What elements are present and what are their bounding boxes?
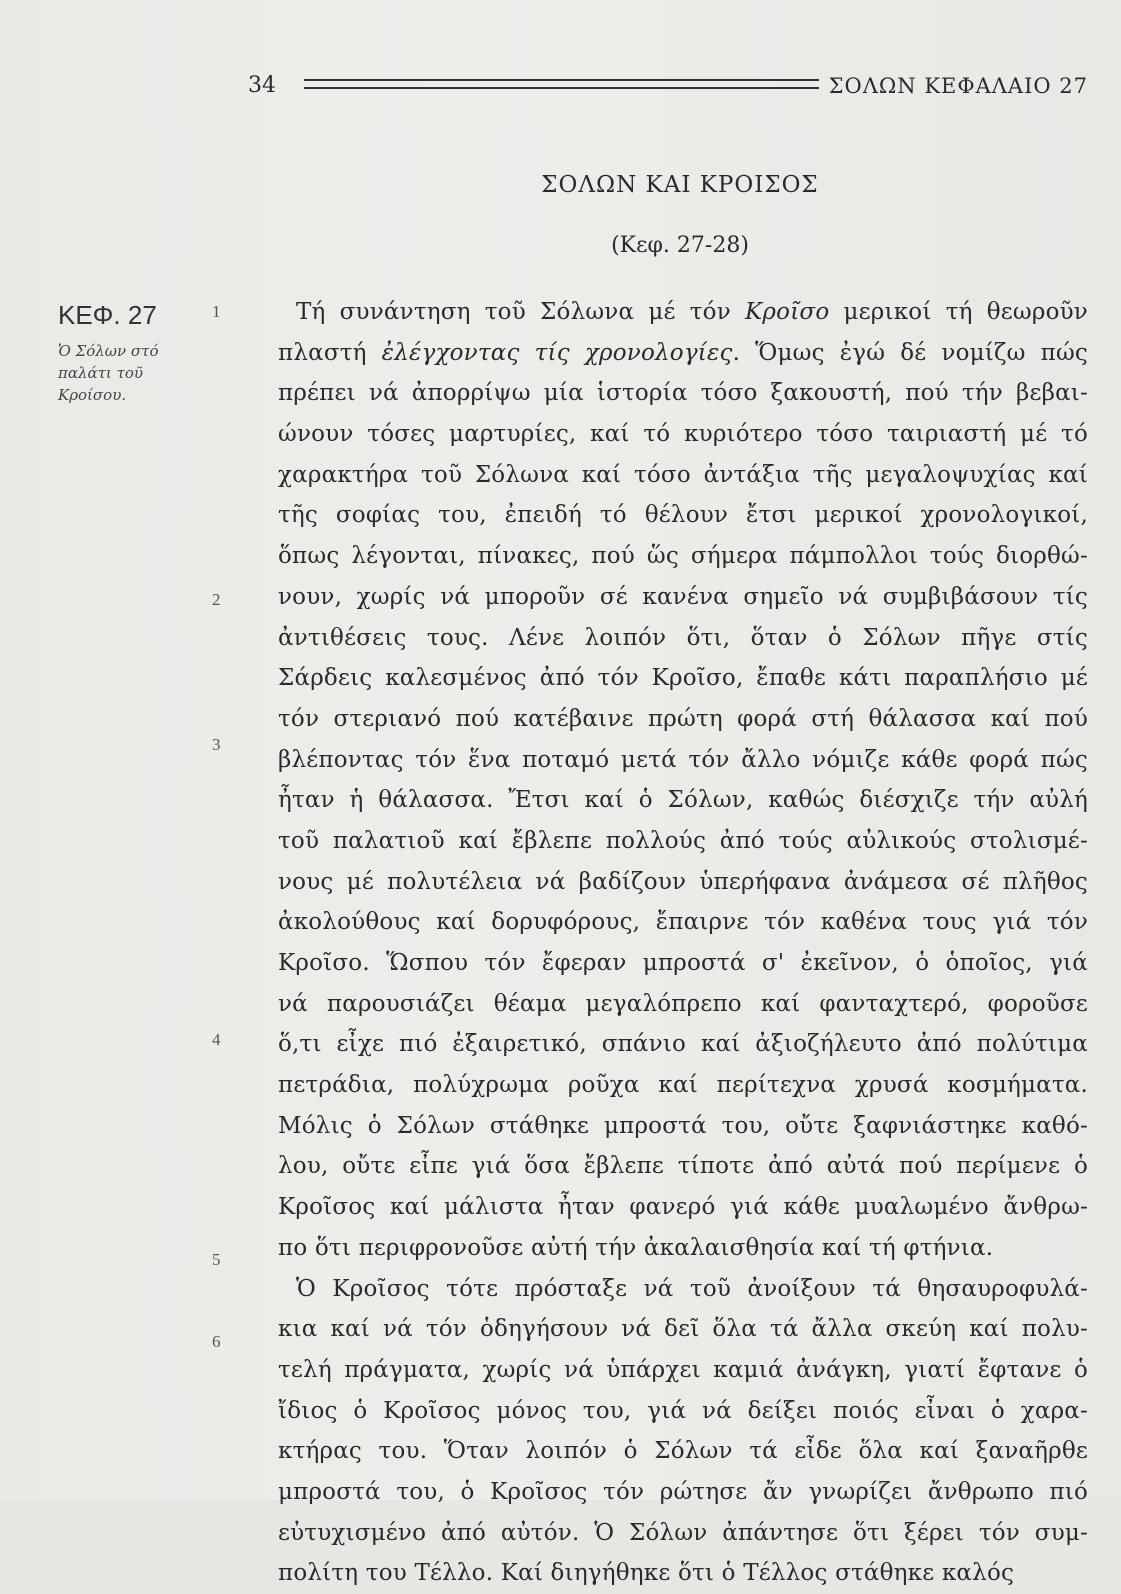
text-run: Ὁ Κροῖσος τότε πρόσταξε νά τοῦ ἀνοίξουν τά θησαυροφυλά- [296,1275,1088,1302]
text-line [278,1024,1088,1065]
text-line [278,495,1088,536]
text-run: νουν, χωρίς νά μποροῦν σέ κανένα σημεῖο νά συμβιβάσουν τίς [278,583,1088,610]
text-line [278,373,1088,414]
text-line [278,821,1088,862]
text-run: Σάρδεις καλεσμένος ἀπό τόν Κροῖσο, ἔπαθε κάτι παραπλήσιο μέ [278,665,1088,692]
chapter-title: ΣΟΛΩΝ ΚΑΙ ΚΡΟΙΣΟΣ [541,172,819,198]
text-run: νά παρουσιάζει θέαμα μεγαλόπρεπο καί φανταχτερό, φοροῦσε [278,990,1088,1017]
text-line [278,333,1088,374]
text-line [278,1309,1088,1350]
text-run: ὅ,τι εἶχε πιό ἐξαιρετικό, σπάνιο καί ἀξιοζήλευτο ἀπό πολύτιμα [278,1031,1088,1058]
text-run: ἀκολούθους καί δορυφόρους, ἔπαιρνε τόν καθένα τους γιά τόν [278,909,1088,936]
text-run: ώνουν τόσες μαρτυρίες, καί τό κυριότερο τόσο ταιριαστή μέ τό [278,421,1088,448]
text-run: κια καί νά τόν ὁδηγήσουν νά δεῖ ὅλα τά ἄλλα σκεύη καί πολυ- [278,1316,1088,1343]
text-line [278,984,1088,1025]
text-run: ἴδιος ὁ Κροῖσος μόνος του, γιά νά δείξει ποιός εἶναι ὁ χαρα- [278,1397,1088,1424]
text-run: τοῦ παλατιοῦ καί ἔβλεπε πολλούς ἀπό τούς αὐλικούς στολισμέ- [278,827,1088,854]
body-text [278,292,1088,1594]
text-line [278,1553,1088,1594]
margin-note: Ὁ Σόλων στό παλάτι τοῦ Κροίσου. [58,342,159,404]
text-run: πο ὅτι περιφρονοῦσε αὐτή τήν ἀκαλαισθησία καί τή φτήνια. [278,1234,994,1261]
text-line [278,902,1088,943]
text-line [278,577,1088,618]
text-line [278,618,1088,659]
text-run: Κροῖσο. Ὥσπου τόν ἔφεραν μπροστά σ' ἐκεῖνον, ὁ ὁποῖος, γιά [278,950,1088,976]
text-line [278,862,1088,903]
paragraph-number: 1 [212,302,221,321]
text-line [278,414,1088,455]
text-run: τελή πράγματα, χωρίς νά ὑπάρχει καμιά ἀνάγκη, γιατί ἔφτανε ὁ [278,1356,1088,1383]
text-run: χαρακτήρα τοῦ Σόλωνα καί τόσο ἀντάξια τῆς μεγαλοψυχίας καί [278,461,1088,488]
paragraph-number: 2 [212,590,221,609]
text-run: τῆς σοφίας του, ἐπειδή τό θέλουν ἔτσι μερικοί χρονολογικοί, [278,502,1088,529]
header-rule [304,79,819,89]
text-line [278,1350,1088,1391]
text-line [278,1065,1088,1106]
text-line [278,292,1088,333]
margin-chapter-heading: ΚΕΦ. 27 [58,300,157,330]
text-run: ὅπως λέγονται, πίνακες, πού ὥς σήμερα πάμπολλοι τούς διορθώ- [278,543,1088,570]
page-number: 34 [248,73,276,98]
text-run: πολίτη του Τέλλο. Καί διηγήθηκε ὅτι ὁ Τέλλος στάθηκε καλός [278,1560,1015,1587]
text-line [278,455,1088,496]
text-line [278,1431,1088,1472]
italic-text-run: ἐλέγχοντας τίς χρονολογίες [381,339,733,366]
chapter-subtitle: (Κεφ. 27-28) [611,233,749,258]
text-line [278,1228,1088,1269]
text-line [278,1146,1088,1187]
running-title: ΣΟΛΩΝ ΚΕΦΑΛΑΙΟ 27 [828,74,1088,98]
text-line [278,699,1088,740]
text-line [278,780,1088,821]
text-line [278,1513,1088,1554]
text-run: μερικοί τή θεωροῦν [829,299,1088,325]
text-line [278,943,1088,984]
text-run: κτήρας του. Ὅταν λοιπόν ὁ Σόλων τά εἶδε ὅλα καί ξαναῆρθε [278,1438,1088,1465]
text-run: Τή συνάντηση τοῦ Σόλωνα μέ τόν [296,299,746,325]
text-line [278,1391,1088,1432]
paragraph-number: 3 [212,735,221,754]
text-run: λου, οὔτε εἶπε γιά ὅσα ἔβλεπε τίποτε ἀπό αὐτά πού περίμενε ὁ [278,1153,1088,1180]
text-run: βλέποντας τόν ἕνα ποταμό μετά τόν ἄλλο νόμιζε κάθε φορά πώς [278,746,1088,773]
text-line [278,1472,1088,1513]
text-run: μπροστά του, ὁ Κροῖσος τόν ρώτησε ἄν γνωρίζει ἄνθρωπο πιό [278,1478,1088,1505]
paragraph-number: 6 [212,1332,221,1351]
paragraph-number: 4 [212,1030,221,1049]
text-run: ἀντιθέσεις τους. Λένε λοιπόν ὅτι, ὅταν ὁ Σόλων πῆγε στίς [278,624,1088,651]
text-line [278,1269,1088,1310]
text-run: τόν στεριανό πού κατέβαινε πρώτη φορά στή θάλασσα καί πού [278,705,1088,732]
page-header [248,58,1088,98]
text-line [278,658,1088,699]
text-run: Μόλις ὁ Σόλων στάθηκε μπροστά του, οὔτε ξαφνιάστηκε καθό- [278,1112,1088,1139]
text-run: ἦταν ἡ θάλασσα. Ἔτσι καί ὁ Σόλων, καθώς διέσχιζε τήν αὐλή [278,787,1088,814]
text-run: . Ὅμως ἐγώ δέ νομίζω πώς [732,339,1089,366]
text-run: πετράδια, πολύχρωμα ροῦχα καί περίτεχνα χρυσά κοσμήματα. [278,1072,1088,1099]
text-line [278,1187,1088,1228]
text-line [278,740,1088,781]
text-run: πλαστή [278,339,382,366]
text-run: πρέπει νά ἀπορρίψω μία ἱστορία τόσο ξακουστή, πού τήν βεβαι- [278,380,1088,407]
text-line [278,536,1088,577]
paragraph-number: 5 [212,1250,221,1269]
italic-text-run: Κροῖσο [745,299,830,325]
text-run: Κροῖσος καί μάλιστα ἦταν φανερό γιά κάθε μυαλωμένο ἄνθρω- [278,1194,1088,1221]
text-run: νους μέ πολυτέλεια νά βαδίζουν ὑπερήφανα ἀνάμεσα σέ πλῆθος [278,868,1088,895]
text-run: εὐτυχισμένο ἀπό αὐτόν. Ὁ Σόλων ἀπάντησε ὅτι ξέρει τόν συμ- [278,1519,1088,1546]
text-line [278,1106,1088,1147]
